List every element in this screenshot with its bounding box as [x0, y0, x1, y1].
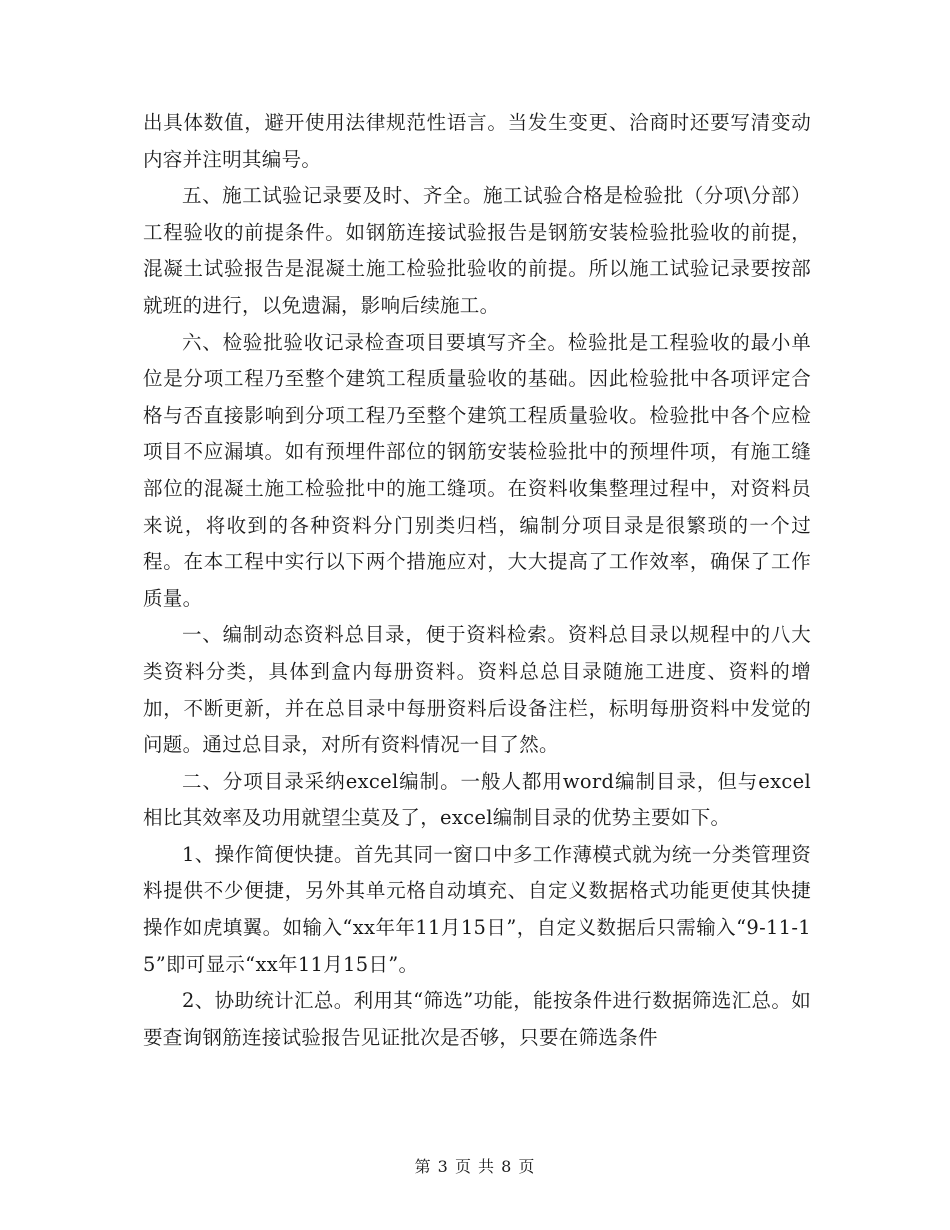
body-text — [143, 105, 811, 1056]
paragraph-section-5: 五、施工试验记录要及时、齐全。施工试验合格是检验批（分项\分部）工程验收的前提条件。如钢筋连接试验报告是钢筋安装检验批验收的前提，混凝土试验报告是混凝土施工检验批验收的前提。所以施工试验记录要按部就班的进行，以免遗漏，影响后续施工。 — [143, 184, 811, 317]
paragraph-point-2: 2、协助统计汇总。利用其“筛选”功能，能按条件进行数据筛选汇总。如要查询钢筋连接试验报告见证批次是否够，只要在筛选条件 — [143, 989, 811, 1049]
paragraph-point-1: 1、操作简便快捷。首先其同一窗口中多工作薄模式就为统一分类管理资料提供不少便捷，另外其单元格自动填充、自定义数据格式功能更使其快捷操作如虎填翼。如输入“xx年年11月15日”，自定义数据后只需输入“9-11-15”即可显示“xx年11月15日”。 — [143, 842, 811, 976]
paragraph-measure-2: 二、分项目录采纳excel编制。一般人都用word编制目录，但与excel相比其效率及功用就望尘莫及了，excel编制目录的优势主要如下。 — [143, 769, 811, 830]
page-footer: 第 3 页 共 8 页 — [414, 1157, 536, 1176]
paragraph-continuation: 出具体数值，避开使用法律规范性语言。当发生变更、洽商时还要写清变动内容并注明其编号。 — [143, 111, 811, 171]
paragraph-measure-1: 一、编制动态资料总目录，便于资料检索。资料总目录以规程中的八大类资料分类，具体到盒内每册资料。资料总总目录随施工进度、资料的增加，不断更新，并在总目录中每册资料后设备注栏，标明每册资料中发觉的问题。通过总目录，对所有资料情况一目了然。 — [143, 623, 811, 757]
paragraph-section-6: 六、检验批验收记录检查项目要填写齐全。检验批是工程验收的最小单位是分项工程乃至整个建筑工程质量验收的基础。因此检验批中各项评定合格与否直接影响到分项工程乃至整个建筑工程质量验收。检验批中各个应检项目不应漏填。如有预埋件部位的钢筋安装检验批中的预埋件项，有施工缝部位的混凝土施工检验批中的施工缝项。在资料收集整理过程中，对资料员来说，将收到的各种资料分门别类归档，编制分项目录是很繁琐的一个过程。在本工程中实行以下两个措施应对，大大提高了工作效率，确保了工作质量。 — [143, 330, 811, 610]
